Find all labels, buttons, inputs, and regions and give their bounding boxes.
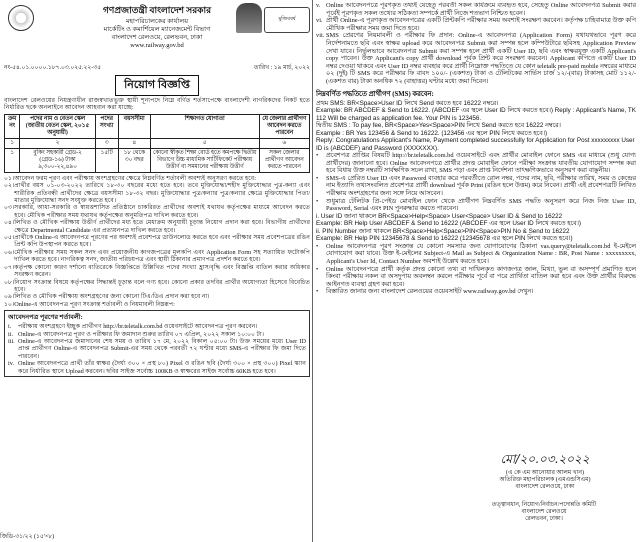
table-cell: সকল জেলার প্রার্থীগণ আবেদন করতে পারবেন (259, 148, 310, 172)
sms-heading: নিম্নবর্ণিত পদ্ধতিতে প্রার্থীগণ (SMS) করবেন: (316, 90, 434, 98)
lost-pin: ii. PIN Number জানা থাকলে BR<Space>Help<Space>PIN<Space>PIN No & Send to 16222 (316, 227, 570, 235)
list-item (8, 331, 306, 338)
sms-example2: Example : BR Yes 123456 & Send to 16222. (123456 এর স্থলে PIN লিখে করতে হবে।) (316, 129, 548, 137)
list-item-number: ০৩। (4, 204, 15, 212)
list-item-number: ০৪। (4, 219, 15, 227)
copy-line2: বাংলাদেশ রেলওয়ে (521, 509, 567, 515)
list-item (4, 182, 310, 204)
list-item (8, 338, 306, 360)
sms-example1: Example: BR ABCDEF & Send to 16222. (ABCDEF এর স্থলে User ID লিখে করতে হবে।) Reply : Applicant's Name, TK 112 Will be charged as application fee. Your PIN is 123456. (316, 107, 636, 122)
header-line1: গণপ্রজাতন্ত্রী বাংলাদেশ সরকার (102, 5, 212, 15)
list-item-number: vii. (316, 32, 325, 40)
list-item (8, 323, 306, 330)
table-cell: ২ (20, 138, 95, 148)
right-conditions-list (316, 2, 636, 86)
box-list (8, 323, 306, 375)
list-item-number: ০২। (4, 182, 15, 190)
header-line3: মার্কেটিং ও কমার্শিয়েল ম্যানেজমেন্ট বিভাগ (103, 26, 211, 33)
list-item-number: i. (8, 323, 12, 331)
list-item-number: iv. (8, 360, 14, 368)
table-cell: ১ (5, 138, 20, 148)
signatory-org: বাংলাদেশ রেলওয়ে, ঢাকা (515, 484, 575, 490)
list-item-text: সরকারি, আধা-সরকারি ও স্বায়ত্তশাসিত প্রতিষ্ঠানে চাকরিরত প্রার্থীদের অবশ্যই যথাযথ কর্তৃপক্ষের মাধ্যমে আবেদন করতে হবে। মৌখিক পরীক্ষার সময় যথাযথ কর্তৃপক্ষের অনুমতিপত্র দাখিল করতে হবে। (14, 204, 310, 219)
column-divider (312, 0, 313, 542)
list-item (4, 293, 310, 300)
notice-date: তারিখ : ১৯ মার্চ, ২০২২ (253, 65, 310, 71)
list-item-text: প্রার্থীর বয়স ০১-০৩-২০২২ তারিখে ১৮-৩০ বছরের মধ্যে হতে হবে। তবে মুক্তিযোদ্ধা/শহীদ মুক্তিযোদ্ধার পুত্র-কন্যা এবং শারীরিক প্রতিবন্ধী প্রার্থীদের ক্ষেত্রে বয়সসীমা ১৮-৩২ বছর। মুক্তিযোদ্ধার পুত্র/কন্যার পুত্র/কন্যার ক্ষেত্রে মুক্তিযোদ্ধার পিতা/মাতার মুক্তিযোদ্ধা সনদ সংযুক্ত করতে হবে। (14, 182, 310, 205)
list-item-number: ০৬। (4, 248, 15, 256)
table-header-cell: শিক্ষাগত যোগ্যতা (150, 114, 259, 138)
list-item (4, 249, 310, 264)
portrait-image (236, 3, 262, 33)
table-cell: ৪ (118, 138, 150, 148)
reference-number: নং-৫৪.০১.০০০০.১৮৭.০৩.০২৫.২২-৩৫ (4, 65, 102, 71)
table-cell: ১৮ থেকে ৩০ বছর (118, 148, 150, 172)
list-item (4, 219, 310, 234)
table-header-cell: ক্রম নং (5, 114, 20, 138)
list-item-number: ০৮। (4, 278, 15, 286)
sms-reply: Reply: Congratulations Applicant's Name, Payment completed successfully for Application for Post xxxxxxxxx User ID is (ABCDEF) and Password (XXXXXXX). (316, 137, 635, 152)
sms-note2: • SMS-এ প্রেরিত User ID এবং Password ব্যবহার করে পরবর্তীতে রোল নম্বর, পদের নাম, ছবি, পরীক্ষার তারিখ, সময় ও কেন্দ্রের নাম ইত্যাদি তথ্যসংবলিত প্রবেশপত্র প্রার্থী download পূর্বক Print (রঙিন হলে উত্তম) করে নিবেন। প্রার্থী এই প্রবেশপত্রটি লিখিত পরীক্ষায় অংশগ্রহণের জন্য সঙ্গে নিয়ে আসবেন। (316, 174, 636, 197)
contact-note: • Online আবেদনপত্র পূরণ সংক্রান্ত যে কোনো সমস্যার জন্য যোগাযোগের ঠিকানা vas.query@teletalk.com.bd ই-মেইলে যোগাযোগ করা যাবে। উক্ত ই-মেইলের Subject-এ Mail as Subject & Organization Name : BR, Post Name : xxxxxxxxx, Applicant's User Id, Contact Number অবশ্যই উল্লেখ করতে হবে। (316, 242, 636, 265)
sms-note3: • শুধুমাত্র টেলিটক প্রি-পেইড মোবাইল ফোন থেকে প্রার্থীগণ নিম্নবর্ণিত SMS পদ্ধতি অনুসরণ করে নিজ নিজ User ID, Password, Serial এবং PIN পুনরুদ্ধার করতে পারবেন। (316, 197, 636, 213)
header-line2: মহাপরিচালকের কার্যালয় (125, 18, 189, 25)
signatory-name: (এ কে এম আনোয়ার আলম খান) (506, 470, 584, 476)
govt-emblem-icon (8, 5, 34, 31)
list-item-number: ০১। (4, 174, 15, 182)
box-heading: আবেদনপত্র পূরণের শর্তাবলী: (8, 314, 83, 322)
list-item-text: Online-এ আবেদনপত্র জমাদানের শেষ সময় ও তারিখ ১৭ মে, ২০২২ বিকাল ০৫:০০ টা। উক্ত সময়ের মধ্যে User ID প্রাপ্ত প্রার্থীগণ Online-এ আবেদনপত্র Submit-এর সময় থেকে পরবর্তী ৭২ ঘণ্টার মধ্যে SMS-এ পরীক্ষার ফি জমা দিতে পারবেন। (18, 337, 306, 360)
list-item (8, 360, 306, 375)
signature-block (460, 452, 630, 491)
gd-number: জিডি-৩১/২২ (১৫'×৮) (0, 534, 55, 540)
table-cell: ৬ (259, 138, 310, 148)
list-item-text: Online-এ আবেদনপত্র পূরণ সংক্রান্ত শর্তাবলী ও নিয়মাবলী নিম্নরূপ: (14, 300, 175, 308)
table-header-cell: যে জেলার প্রার্থীগণ আবেদন করতে পারবেন (259, 114, 310, 138)
list-item-number: iii. (8, 337, 15, 345)
sms-first: প্রথম SMS: BR<Space>User ID লিখে Send করতে হবে 16222 নম্বরে। (316, 99, 499, 107)
table-cell: ১ (5, 148, 20, 172)
table-cell: ১৫টি (95, 148, 118, 172)
list-item-text: Online আবেদনপত্রে পূরণকৃত তথ্যই যেহেতু পরবর্তী সকল কার্যক্রমে ব্যবহৃত হবে, সেহেতু Online আবেদনপত্র Submit করার পূর্বেই পূরণকৃত সকল তথ্যের সঠিকতা সম্পর্কে প্রার্থী নিজে শতভাগ নিশ্চিত হবেন। (326, 2, 636, 17)
table-number-row (5, 138, 310, 148)
list-item-number: ১০। (4, 300, 15, 308)
copy-line3: রেলভবন, ঢাকা। (525, 516, 563, 522)
lost-pin-example: Example: BR Help PIN 12345678 & Send to 16222 (12345678 এর স্থলে PIN লিখে করতে হবে।) (316, 235, 573, 243)
reference-line (4, 62, 310, 73)
list-item (4, 204, 310, 219)
signatory-designation: অতিরিক্ত মহাপরিচালক (এমএন্ডসিএম) (499, 477, 591, 483)
list-item-text: কর্তৃপক্ষ কোনো কারণ দর্শানো ব্যতিরেকে বিজ্ঞপ্তিতে উল্লিখিত পদের সংখ্যা হ্রাস/বৃদ্ধি এবং বিজ্ঞপ্তি বাতিল করার অধিকার সংরক্ষণ করেন। (14, 263, 310, 279)
list-item-number: vi. (316, 17, 323, 25)
final-note1: • Online আবেদনপত্রে প্রার্থী কর্তৃক প্রদত্ত কোনো তথ্য বা দাখিলকৃত কাগজপত্র জাল, মিথ্যা, ভুল বা অসম্পূর্ণ প্রমাণিত হলে কিংবা পরীক্ষায় নকল বা অসদুপায় অবলম্বন করলে পরীক্ষার পূর্বে বা পরে প্রার্থিতা বাতিল করা হবে এবং উক্ত প্রার্থীর বিরুদ্ধে আইনগত ব্যবস্থা গ্রহণ করা হবে। (316, 265, 636, 288)
table-row (5, 148, 310, 172)
list-item-text: Online আবেদনপত্রে প্রার্থী তাঁর স্বাক্ষর (দৈর্ঘ্য ৩০০ × প্রস্থ ৮০) Pixel ও রঙিন ছবি (দৈর্ঘ্য ৩০০ × প্রস্থ ৩০০) Pixel স্ক্যান করে নির্ধারিত স্থানে Upload করবেন। ছবির সাইজ সর্বোচ্চ 100KB ও স্বাক্ষরের সাইজ সর্বোচ্চ 60KB হতে হবে। (18, 360, 306, 375)
list-item-text: আবেদন ফরম পূরণ এবং পরীক্ষায় অংশগ্রহণের ক্ষেত্রে নিম্নবর্ণিত শর্তাবলী অবশ্যই অনুসরণ করতে হবে: (14, 174, 256, 182)
list-item-text: পরীক্ষায় অংশগ্রহণে ইচ্ছুক প্রার্থীগণ http://br.teletalk.com.bd ওয়েবসাইটে আবেদনপত্র পূরণ করবেন। (18, 323, 258, 331)
list-item-text: SMS প্রেরণের নিয়মাবলী ও পরীক্ষার ফি প্রদান: Online-এ আবেদনপত্র (Application Form) যথাযথভাবে পূরণ করে নির্দেশনামতে ছবি এবং স্বাক্ষর upload করে আবেদনপত্র Submit করা সম্পন্ন হলে কম্পিউটারে ছবিসহ Application Preview দেখা যাবে। নির্ভুলভাবে আবেদনপত্র Submit করা সম্পন্ন হলে প্রার্থী একটি User ID, ছবি এবং স্বাক্ষরযুক্ত একটি Applicant's copy পাবেন। উক্ত Applicant's copy প্রার্থী download পূর্বক প্রিন্ট করে সংরক্ষণ করবেন। Applicant কপিতে একটি User ID নম্বর দেওয়া থাকবে এবং User ID নম্বর ব্যবহার করে প্রার্থী নিম্নোক্ত পদ্ধতিতে যে কোন teletalk pre-paid mobile নম্বরের মাধ্যমে ০২ (দুই) টি SMS করে পরীক্ষার ফি বাবদ ১০০/- (একশত) টাকা ও টেলিটকের সার্ভিস চার্জ ১২/-(বার) টাকাসহ মোট ১১২/-(একশত বার) টাকা অনধিক ৭২ (বাহাত্তর) ঘণ্টার মধ্যে জমা দিবেন। (326, 32, 636, 85)
table-header-cell: পদের সংখ্যা (95, 114, 118, 138)
list-item-text: নিয়োগ সংক্রান্ত বিষয়ে কর্তৃপক্ষের সিদ্ধান্তই চূড়ান্ত বলে গণ্য হবে। কোনো প্রকার তদবির প্রার্থীর অযোগ্যতা হিসেবে বিবেচিত হবে। (14, 278, 310, 293)
conditions-list (4, 175, 310, 308)
header (4, 3, 310, 61)
list-item-number: ০৭। (4, 263, 15, 271)
signature-scribble: মো/২০.০৩.২০২২ (500, 452, 590, 466)
list-item-text: লিখিত ও মৌখিক পরীক্ষায় অংশগ্রহণের জন্য কোনো টিএ/ডিএ প্রদান করা হবে না। (14, 293, 210, 301)
list-item-text: প্রার্থী Online-এ পূরণকৃত আবেদনপত্রের একটি প্রিন্টকপি পরীক্ষার সময় অবশ্যই সংরক্ষণ করবেন। কর্তৃপক্ষ চাহিবামাত্র উক্ত কপি মৌখিক পরীক্ষার সময় জমা দিতে হবে। (326, 17, 636, 32)
final-note2: • বিস্তারিত জানার জন্য বাংলাদেশ রেলওয়ের ওয়েবসাইট www.railway.gov.bd দেখুন। (316, 288, 534, 296)
list-item (4, 234, 310, 249)
list-item-number: v. (316, 2, 321, 9)
sms-note1: • প্রবেশপত্র প্রাপ্তির বিষয়টি http://br.teletalk.com.bd ওয়েবসাইটে এবং প্রার্থীর মোবাইল ফোনে SMS এর মাধ্যমে (শুধু যোগ্য প্রার্থীদের) জানানো হবে। Online আবেদনপত্রে প্রার্থীর প্রদত্ত মোবাইল ফোনে পরীক্ষা সংক্রান্ত যাবতীয় যোগাযোগ সম্পন্ন করা হবে বিধায় উক্ত নম্বরটি সার্বক্ষণিক সচল রাখা, SMS পড়া এবং প্রাপ্ত নির্দেশনা তাৎক্ষণিকভাবে অনুসরণ করা বাঞ্ছনীয়। (316, 152, 636, 175)
list-item (316, 2, 636, 17)
sms-second: দ্বিতীয় SMS : To pay fee, BR<Space>Yes<Space>PIN লিখে Send করতে হবে 16222 নম্বরে। (316, 122, 561, 130)
list-item (4, 264, 310, 279)
left-column (4, 2, 310, 540)
table-cell: ৫ (150, 138, 259, 148)
lost-userid-example: Example: BR Help User ABCDEF & Send to 16222 (ABCDEF এর স্থলে User ID লিখে করতে হবে।) (316, 220, 581, 228)
mujib-barsho-logo: মুজিববর্ষ (264, 7, 310, 33)
list-item-number: ii. (8, 330, 13, 338)
list-item (4, 279, 310, 294)
vacancy-table (4, 114, 310, 173)
list-item-text: লিখিত ও মৌখিক পরীক্ষায় উত্তীর্ণ প্রার্থীদের মধ্য হতে মেধাক্রম অনুযায়ী চূড়ান্ত নিয়োগ প্রদান করা হবে। বিভাগীয় প্রার্থীদের ক্ষেত্রে Departmental Candidate এর প্রত্যয়নপত্র দাখিল করতে হবে। (14, 219, 310, 234)
list-item-number: ০৫। (4, 234, 15, 242)
table-cell: বুকিং সহকারী গ্রেড-২ (গ্রেড-১৬) টাকা ৯,৩০০-২২,৪৯০ (20, 148, 95, 172)
table-header-cell: বয়সসীমা (118, 114, 150, 138)
list-item-text: Online-এ আবেদনপত্র পূরণ ও পরীক্ষার ফি জমাদান শুরুর তারিখ ০৭ এপ্রিল, ২০২২ সকাল ১০:০০ টা। (18, 330, 264, 338)
notice-title: নিয়োগ বিজ্ঞপ্তি (4, 75, 310, 96)
online-application-box (4, 310, 310, 377)
header-website: www.railway.gov.bd (130, 42, 184, 49)
list-item (316, 17, 636, 32)
list-item-number: ০৯। (4, 293, 15, 301)
list-item-text: মৌখিক পরীক্ষার সময় সকল সনদ এবং প্রয়োজনীয় কাগজপত্রের মূলকপি এবং Application Form সহ সত্যায়িত ফটোকপি দাখিল করতে হবে। নাগরিকত্ব সনদ, জাতীয় পরিচয়পত্র এবং স্থায়ী ঠিকানার প্রমাণপত্র প্রদর্শন করতে হবে। (14, 248, 310, 264)
header-line4: বাংলাদেশ রেলওয়ে, রেলভবন, ঢাকা (111, 34, 203, 41)
list-item (4, 301, 310, 308)
table-cell: ৩ (95, 138, 118, 148)
lost-userid: i. User ID জানা থাকলে BR<Space>Help<Space> User<Space> User ID & Send to 16222 (316, 212, 563, 220)
table-header-row (5, 114, 310, 138)
copy-line1: তত্ত্বাবধান, নিয়োগ/নির্বাচন/পদোন্নতি কমিটি (491, 502, 597, 508)
copy-block (454, 502, 634, 523)
table-header-cell: পদের নাম ও বেতন স্কেল (জাতীয় বেতন স্কেল, ২০১৫ অনুযায়ী) (20, 114, 95, 138)
table-cell: কোনো স্বীকৃত শিক্ষা বোর্ড হতে কমপক্ষে দ্বিতীয় বিভাগে উচ্চ মাধ্যমিক সার্টিফিকেট পরীক্ষায় উত্তীর্ণ বা সমমানের পরীক্ষায় উত্তীর্ণ (150, 148, 259, 172)
intro-text: বাংলাদেশ রেলওয়ের নিয়ন্ত্রণাধীন রাজস্বখাতভুক্ত স্থায়ী শূন্যপদে নিম্নে বর্ণিত শর্তসাপেক্ষে বাংলাদেশী নাগরিকদের নিকট হতে নির্ধারিত ছকে অনলাইনে আবেদন আহবান করা যাচ্ছে: (4, 97, 310, 112)
list-item-text: প্রার্থীকে Online-এ আবেদনপত্র পূরণের পর অবশ্যই প্রবেশপত্র ডাউনলোড করতে হবে এবং পরীক্ষার সময় প্রবেশপত্রের রঙিন প্রিন্ট কপি উপস্থাপন করতে হবে। (14, 234, 310, 249)
list-item (316, 32, 636, 85)
